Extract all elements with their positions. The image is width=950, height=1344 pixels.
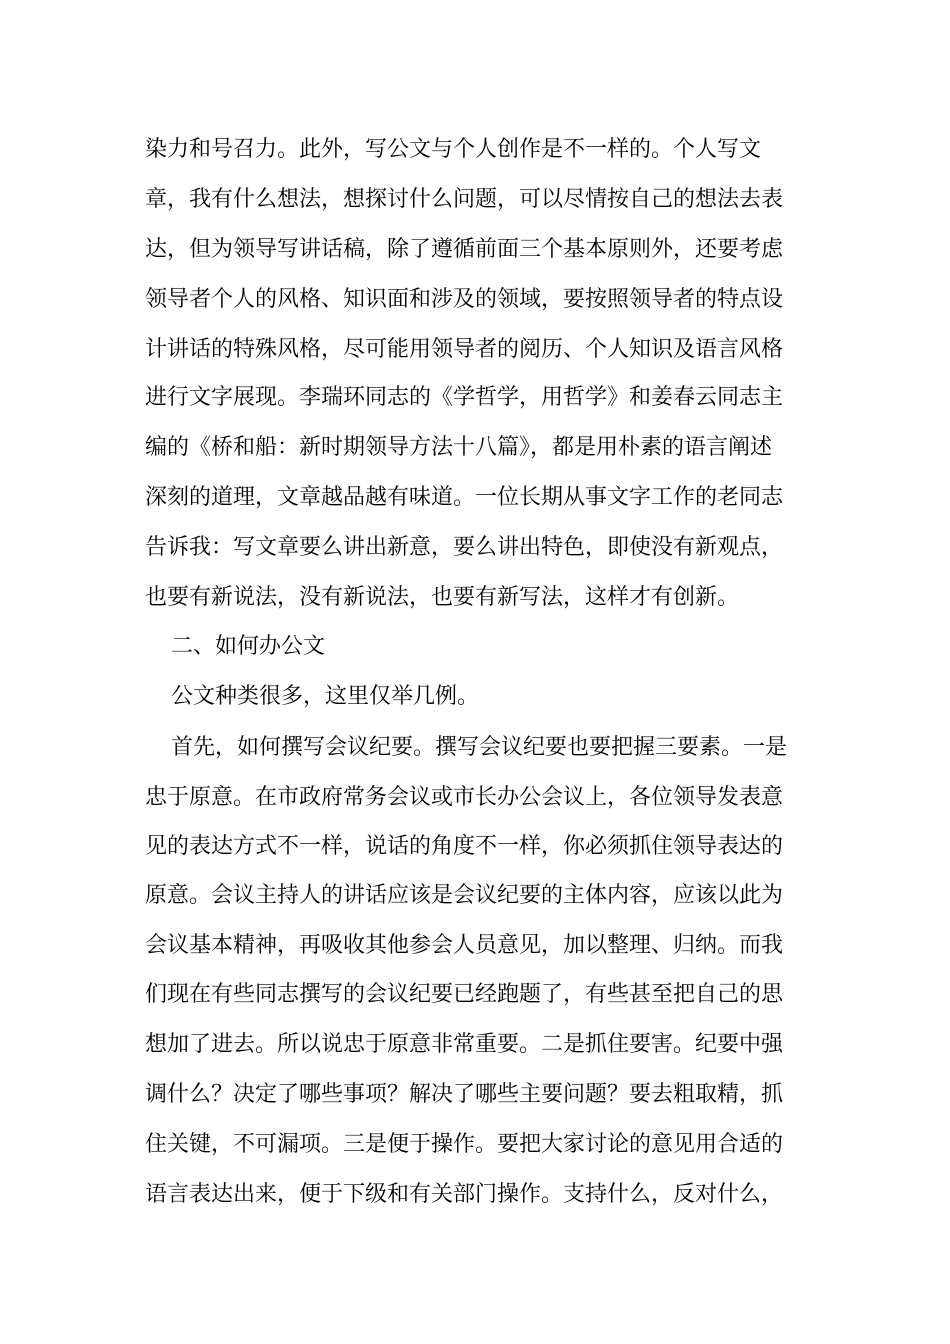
- text-line: 忠于原意。在市政府常务会议或市长办公会议上，各位领导发表意: [145, 785, 784, 810]
- paragraph-first-line: 首先，如何撰写会议纪要。撰写会议纪要也要把握三要素。一是: [171, 735, 788, 760]
- text-line: 调什么？决定了哪些事项？解决了哪些主要问题？要去粗取精，抓: [145, 1082, 784, 1107]
- text-line: 告诉我：写文章要么讲出新意，要么讲出特色，即使没有新观点，: [145, 535, 784, 560]
- text-line: 语言表达出来，便于下级和有关部门操作。支持什么，反对什么，: [145, 1182, 784, 1207]
- text-line: 原意。会议主持人的讲话应该是会议纪要的主体内容，应该以此为: [145, 883, 784, 908]
- text-line: 染力和号召力。此外，写公文与个人创作是不一样的。个人写文: [145, 137, 762, 162]
- text-line: 章，我有什么想法，想探讨什么问题，可以尽情按自己的想法去表: [145, 187, 784, 212]
- text-line: 想加了进去。所以说忠于原意非常重要。二是抓住要害。纪要中强: [145, 1032, 784, 1057]
- text-line: 们现在有些同志撰写的会议纪要已经跑题了，有些甚至把自己的思: [145, 982, 784, 1007]
- text-line: 见的表达方式不一样，说话的角度不一样，你必须抓住领导表达的: [145, 834, 784, 859]
- text-line: 编的《桥和船：新时期领导方法十八篇》，都是用朴素的语言阐述: [145, 435, 773, 460]
- text-line: 深刻的道理，文章越品越有味道。一位长期从事文字工作的老同志: [145, 485, 784, 510]
- text-line: 会议基本精神，再吸收其他参会人员意见，加以整理、归纳。而我: [145, 933, 784, 958]
- text-line: 领导者个人的风格、知识面和涉及的领域，要按照领导者的特点设: [145, 287, 784, 312]
- text-line: 达，但为领导写讲话稿，除了遵循前面三个基本原则外，还要考虑: [145, 237, 784, 262]
- text-line: 住关键，不可漏项。三是便于操作。要把大家讨论的意见用合适的: [145, 1132, 784, 1157]
- text-line: 进行文字展现。李瑞环同志的《学哲学，用哲学》和姜春云同志主: [145, 385, 784, 410]
- text-line: 计讲话的特殊风格，尽可能用领导者的阅历、个人知识及语言风格: [145, 337, 784, 362]
- paragraph-first-line: 公文种类很多，这里仅举几例。: [171, 684, 480, 709]
- section-heading: 二、如何办公文: [171, 634, 326, 659]
- text-line: 也要有新说法，没有新说法，也要有新写法，这样才有创新。: [145, 585, 740, 610]
